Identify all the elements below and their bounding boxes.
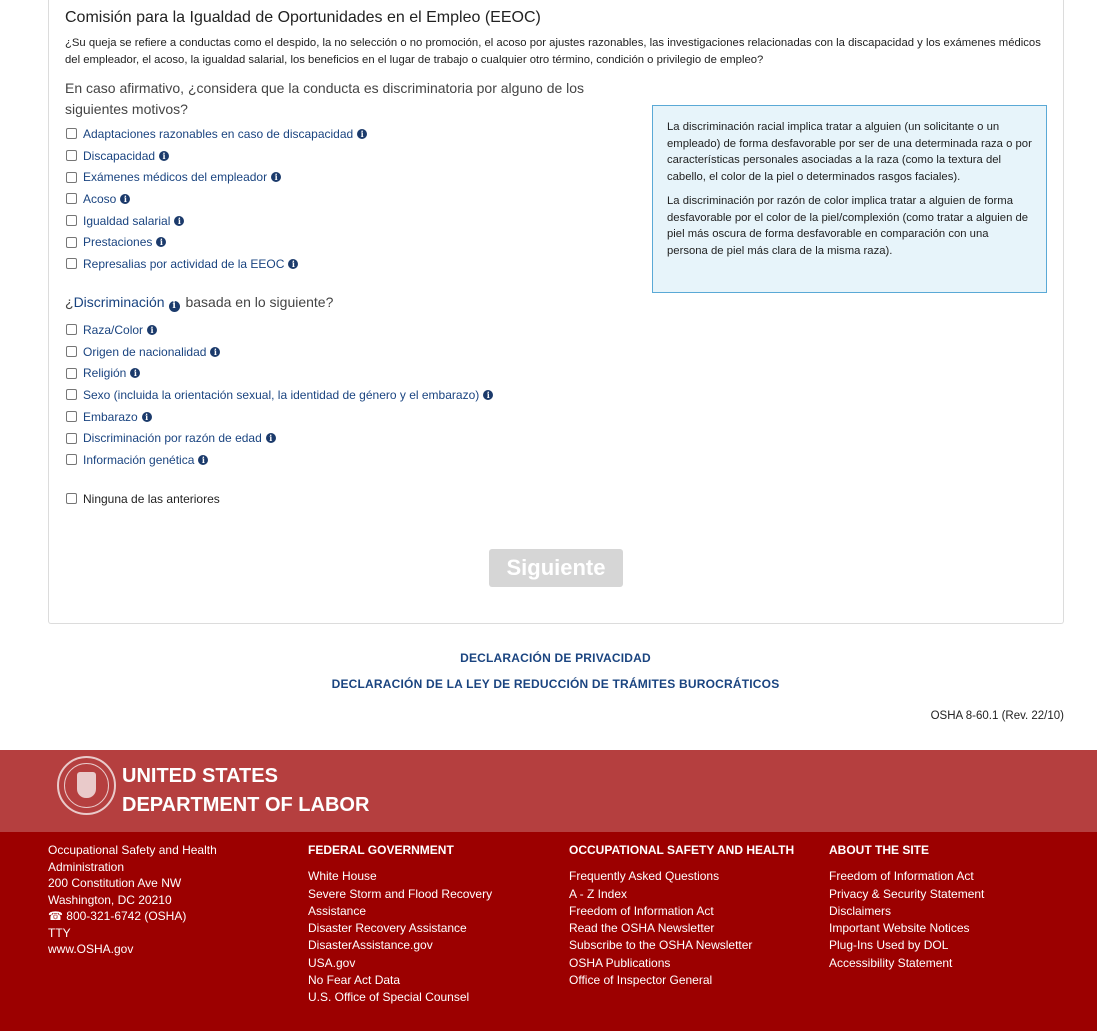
motive-link[interactable]: Igualdad salarial (83, 213, 171, 228)
info-icon[interactable]: i (130, 368, 140, 378)
motive-row (65, 231, 367, 253)
footer-link[interactable]: Disclaimers (829, 903, 892, 918)
basis-link[interactable]: Discriminación por razón de edad (83, 431, 262, 446)
footer-link[interactable]: Plug-Ins Used by DOL (829, 938, 949, 953)
footer-federal (308, 842, 508, 1007)
footer-link[interactable]: DisasterAssistance.gov (308, 938, 433, 953)
motive-link[interactable]: Adaptaciones razonables en caso de discapacidad (83, 126, 354, 141)
checkbox[interactable] (66, 324, 77, 335)
none-option-row (65, 488, 220, 510)
info-icon[interactable]: i (271, 172, 281, 182)
footer-heading: ABOUT THE SITE (829, 843, 930, 857)
checkbox[interactable] (66, 150, 77, 161)
tooltip-race-text: La discriminación racial implica tratar a alguien (un solicitante o un empleado) de forma desfavorable por ser de una determinada raza o por características personales asociadas a la raza (como la textura del cabello, el color de la piel o determinados rasgos faciales). (667, 121, 1032, 183)
footer-link[interactable]: Freedom of Information Act (829, 869, 974, 884)
motive-row (65, 145, 367, 167)
checkbox[interactable] (66, 215, 77, 226)
none-label: Ninguna de las anteriores (83, 491, 220, 506)
basis-row (65, 384, 493, 406)
motive-row (65, 188, 367, 210)
race-color-tooltip (652, 105, 1047, 293)
footer-heading: OCCUPATIONAL SAFETY AND HEALTH (569, 843, 795, 857)
footer-link[interactable]: White House (308, 869, 377, 884)
motive-link[interactable]: Acoso (83, 191, 117, 206)
info-icon[interactable]: i (357, 129, 367, 139)
info-icon[interactable]: i (142, 412, 152, 422)
basis-link[interactable]: Embarazo (83, 409, 138, 424)
footer-link[interactable]: Freedom of Information Act (569, 903, 714, 918)
footer-link[interactable]: Office of Inspector General (569, 973, 713, 988)
info-icon[interactable]: i (174, 216, 184, 226)
footer-link[interactable]: A - Z Index (569, 886, 628, 901)
basis-row (65, 449, 493, 471)
motive-row (65, 210, 367, 232)
motives-checkbox-list (65, 123, 367, 275)
footer-link[interactable]: Subscribe to the OSHA Newsletter (569, 938, 753, 953)
checkbox[interactable] (66, 346, 77, 357)
info-icon[interactable]: i (156, 237, 166, 247)
checkbox[interactable] (66, 193, 77, 204)
footer-link[interactable]: Important Website Notices (829, 921, 970, 936)
bases-question: ¿Discriminación i basada en lo siguiente? (65, 294, 334, 311)
checkbox[interactable] (66, 368, 77, 379)
form-title: Comisión para la Igualdad de Oportunidades en el Empleo (EEOC) (65, 9, 541, 26)
next-button[interactable]: Siguiente (489, 549, 623, 587)
footer-link[interactable]: USA.gov (308, 955, 356, 970)
form-description: ¿Su queja se refiere a conductas como el despido, la no selección o no promoción, el acoso por ajustes razonables, las investigaciones relacionadas con la discapacidad y los exámenes médicos del empleador, el acoso, la igualdad salarial, los beneficios en el lugar de trabajo o cualquier otro término, condición o privilegio de empleo? (65, 37, 1041, 66)
checkbox[interactable] (66, 172, 77, 183)
footer-contact: Occupational Safety and Health Administration 200 Constitution Ave NW Washington, DC 20210 ☎ 800-321-6742 (OSHA) TTY www.OSHA.gov (48, 842, 248, 958)
footer-link[interactable]: Disaster Recovery Assistance (308, 921, 467, 936)
motives-question: En caso afirmativo, ¿considera que la conducta es discriminatoria por alguno de los siguientes motivos? (65, 80, 585, 117)
info-icon[interactable]: i (198, 455, 208, 465)
footer-link[interactable]: OSHA Publications (569, 955, 671, 970)
info-icon[interactable]: i (483, 390, 493, 400)
footer-osha (569, 842, 809, 989)
osha-website-link[interactable]: www.OSHA.gov (48, 942, 134, 956)
tty-link[interactable]: TTY (48, 925, 71, 940)
checkbox[interactable] (66, 237, 77, 248)
basis-row (65, 362, 493, 384)
basis-row (65, 319, 493, 341)
checkbox[interactable] (66, 411, 77, 422)
info-icon[interactable]: i (120, 194, 130, 204)
discrimination-link[interactable]: Discriminación (73, 294, 165, 310)
tooltip-color-text: La discriminación por razón de color implica tratar a alguien de forma desfavorable por el color de la piel/complexión (como tratar a alguien de piel más oscura de forma desfavorable en comparación con una persona de piel más clara de la misma raza). (667, 195, 1029, 257)
phone-link[interactable]: ☎ 800-321-6742 (OSHA) (48, 909, 187, 923)
footer-about (829, 842, 1069, 972)
footer-link[interactable]: U.S. Office of Special Counsel (308, 990, 470, 1005)
info-icon[interactable]: i (147, 325, 157, 335)
motive-row (65, 253, 367, 275)
checkbox[interactable] (66, 389, 77, 400)
basis-row (65, 406, 493, 428)
checkbox[interactable] (66, 128, 77, 139)
footer-link[interactable]: Privacy & Security Statement (829, 886, 985, 901)
checkbox[interactable] (66, 433, 77, 444)
dol-seal-icon (57, 756, 116, 815)
basis-link[interactable]: Raza/Color (83, 322, 144, 337)
basis-row (65, 341, 493, 363)
paperwork-act-link[interactable]: DECLARACIÓN DE LA LEY DE REDUCCIÓN DE TRÁMITES BUROCRÁTICOS (331, 677, 780, 691)
motive-link[interactable]: Exámenes médicos del empleador (83, 170, 268, 185)
basis-link[interactable]: Información genética (83, 452, 195, 467)
bases-checkbox-list (65, 319, 493, 471)
footer-link[interactable]: Accessibility Statement (829, 955, 953, 970)
footer-link[interactable]: Frequently Asked Questions (569, 869, 720, 884)
footer-heading: FEDERAL GOVERNMENT (308, 843, 454, 857)
info-icon[interactable]: i (210, 347, 220, 357)
privacy-statement-link[interactable]: DECLARACIÓN DE PRIVACIDAD (460, 651, 651, 665)
footer-link[interactable]: Severe Storm and Flood Recovery Assistance (308, 886, 493, 918)
motive-link[interactable]: Represalias por actividad de la EEOC (83, 256, 285, 271)
info-icon[interactable]: i (159, 151, 169, 161)
basis-link[interactable]: Sexo (incluida la orientación sexual, la identidad de género y el embarazo) (83, 387, 480, 402)
none-checkbox[interactable] (66, 493, 77, 504)
basis-row (65, 427, 493, 449)
info-icon[interactable]: i (288, 259, 298, 269)
dol-name[interactable]: UNITED STATES DEPARTMENT OF LABOR (122, 765, 370, 816)
footer-link[interactable]: Read the OSHA Newsletter (569, 921, 715, 936)
info-icon[interactable]: i (169, 301, 180, 312)
checkbox[interactable] (66, 258, 77, 269)
basis-link[interactable]: Religión (83, 366, 127, 381)
checkbox[interactable] (66, 454, 77, 465)
form-revision: OSHA 8-60.1 (Rev. 22/10) (930, 710, 1064, 722)
info-icon[interactable]: i (266, 433, 276, 443)
motive-row (65, 123, 367, 145)
footer-link[interactable]: No Fear Act Data (308, 973, 401, 988)
footer (0, 832, 1097, 1031)
motive-link[interactable]: Prestaciones (83, 235, 153, 250)
motive-row (65, 166, 367, 188)
basis-link[interactable]: Origen de nacionalidad (83, 344, 207, 359)
motive-link[interactable]: Discapacidad (83, 148, 156, 163)
